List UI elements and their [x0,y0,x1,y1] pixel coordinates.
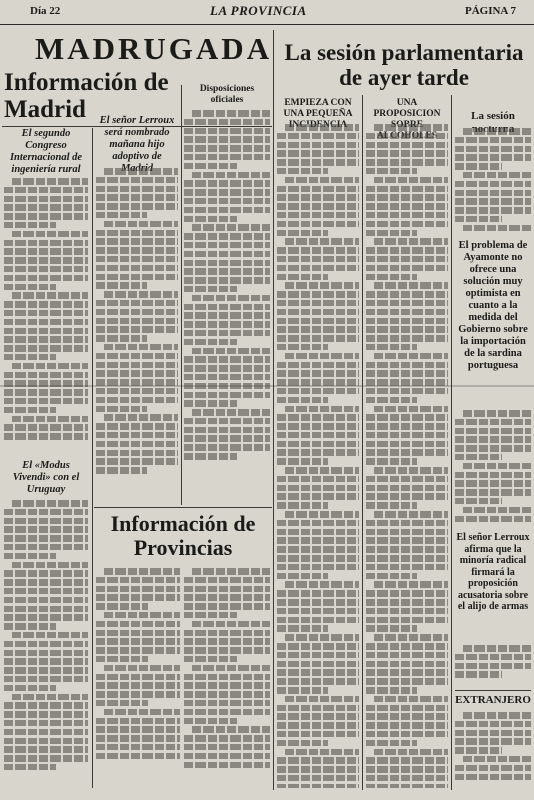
subhead-disposiciones: Disposiciones oficiales [199,84,255,105]
column-rule [181,85,182,505]
headline-sesion-parlamentaria: La sesión parlamentaria de ayer tarde [284,40,524,90]
running-header [0,0,534,25]
subhead-problema-ayamonte: El problema de Ayamonte no ofrece una solución muy optimista en cuanto a la medida del Gobierno sobre la importación de la sardina portuguesa [458,240,528,371]
column-rule [273,30,274,790]
subhead-lerroux-hijo-adoptivo: El señor Lerroux será nombrado mañana hijo adoptivo de [99,115,175,162]
article-sesion-body-2 [366,124,448,788]
headline-madrugada: MADRUGADA [35,31,273,66]
subhead-proposicion-alcoholes: UNA PROPOSICION [373,98,441,119]
article-sesion-body-1 [277,124,359,788]
subhead-modus-vivendi: El «Modus Vivendi» con el Uruguay [12,460,80,495]
column-rule [362,95,363,790]
headline-informacion-provincias: Información de Provincias [110,511,256,560]
article-modus-body [4,500,88,785]
article-provincias-body-2 [184,568,270,788]
divider [455,690,531,691]
subhead-empieza: EMPIEZA CON UNA PEQUEÑA [283,98,353,119]
page-fold [0,385,534,387]
article-extranjero-body [455,712,531,788]
article-congreso-body [4,178,88,452]
header-masthead: LA PROVINCIA [210,3,307,18]
article-lerroux-minoria-body [455,645,531,685]
headline-informacion-madrid: Información de Madrid [4,69,169,123]
article-nocturna-body [455,128,531,238]
subhead-extranjero: EXTRANJERO [455,694,531,706]
column-rule [451,95,452,790]
article-ayamonte-body [455,410,531,530]
divider [94,507,272,508]
article-lerroux-body [96,168,178,503]
article-disposiciones-body [184,110,270,504]
column-rule [92,128,93,788]
subhead-lerroux-minoria-radical: El señor Lerroux afirma que la minoría radical firmará la proposición acusatoria sobre el alijo de armas [456,532,530,612]
subhead-congreso: El segundo Congreso Internacional de ingeniería rural [9,128,83,175]
header-page-number: PÁGINA 7 [464,5,516,17]
header-date: Día 22 [30,5,61,17]
subhead-sesion-nocturna: La sesión [471,110,515,122]
article-provincias-body-1 [96,568,180,788]
